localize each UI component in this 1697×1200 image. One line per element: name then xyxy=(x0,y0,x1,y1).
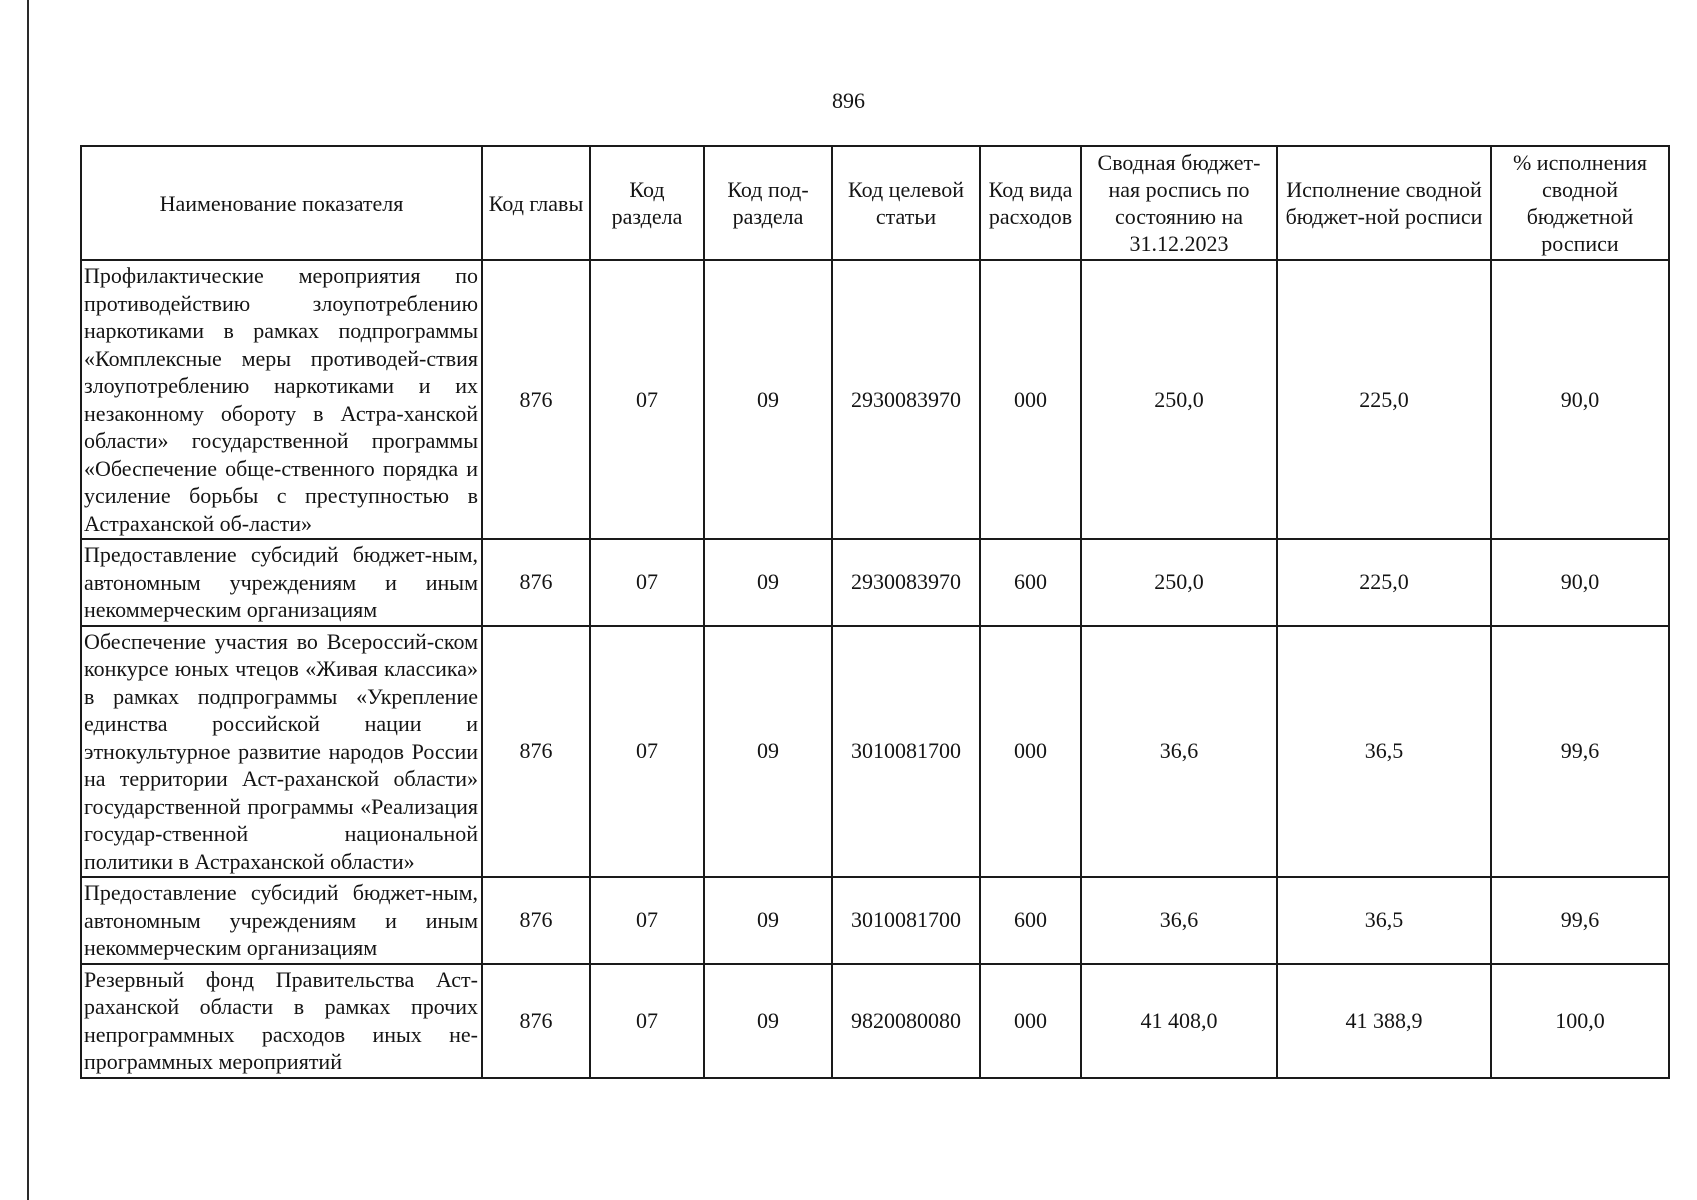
table-row xyxy=(81,877,1669,964)
cell-execution-percent: 100,0 xyxy=(1491,964,1669,1078)
cell-section-code: 07 xyxy=(590,877,704,964)
cell-section-code: 07 xyxy=(590,539,704,626)
cell-planned-budget: 250,0 xyxy=(1081,260,1277,539)
cell-executed-budget: 225,0 xyxy=(1277,539,1491,626)
header-expense-type-code: Код вида расходов xyxy=(980,146,1081,260)
cell-expense-type-code: 600 xyxy=(980,877,1081,964)
cell-expense-type-code: 000 xyxy=(980,964,1081,1078)
header-planned-budget: Сводная бюджет-ная роспись по состоянию на 31.12.2023 xyxy=(1081,146,1277,260)
cell-target-article-code: 3010081700 xyxy=(832,626,980,878)
cell-section-code: 07 xyxy=(590,964,704,1078)
cell-target-article-code: 3010081700 xyxy=(832,877,980,964)
cell-subsection-code: 09 xyxy=(704,539,832,626)
table-row xyxy=(81,964,1669,1078)
header-section-code: Код раздела xyxy=(590,146,704,260)
header-subsection-code: Код под-раздела xyxy=(704,146,832,260)
cell-subsection-code: 09 xyxy=(704,877,832,964)
binding-margin-line xyxy=(27,0,29,1200)
cell-chapter-code: 876 xyxy=(482,964,590,1078)
header-target-article-code: Код целевой статьи xyxy=(832,146,980,260)
header-indicator-name: Наименование показателя xyxy=(81,146,482,260)
budget-execution-table xyxy=(80,145,1670,1079)
cell-planned-budget: 41 408,0 xyxy=(1081,964,1277,1078)
cell-indicator-name: Обеспечение участия во Всероссий-ском конкурсе юных чтецов «Живая классика» в рамках подпрограммы «Укрепление единства российской нации и этнокультурное развитие народов России на территории Аст-раханской области» государственной программы «Реализация государ-ственной национальной политики в Астраханской области» xyxy=(81,626,482,878)
cell-executed-budget: 36,5 xyxy=(1277,626,1491,878)
cell-executed-budget: 36,5 xyxy=(1277,877,1491,964)
cell-execution-percent: 99,6 xyxy=(1491,626,1669,878)
table-row xyxy=(81,539,1669,626)
cell-planned-budget: 36,6 xyxy=(1081,877,1277,964)
header-chapter-code: Код главы xyxy=(482,146,590,260)
cell-subsection-code: 09 xyxy=(704,626,832,878)
cell-executed-budget: 41 388,9 xyxy=(1277,964,1491,1078)
cell-planned-budget: 250,0 xyxy=(1081,539,1277,626)
cell-execution-percent: 90,0 xyxy=(1491,260,1669,539)
cell-planned-budget: 36,6 xyxy=(1081,626,1277,878)
cell-executed-budget: 225,0 xyxy=(1277,260,1491,539)
table-row xyxy=(81,260,1669,539)
page-number: 896 xyxy=(832,88,865,113)
table-row xyxy=(81,626,1669,878)
cell-subsection-code: 09 xyxy=(704,964,832,1078)
cell-target-article-code: 9820080080 xyxy=(832,964,980,1078)
cell-chapter-code: 876 xyxy=(482,260,590,539)
header-execution-percent: % исполнения сводной бюджетной росписи xyxy=(1491,146,1669,260)
cell-execution-percent: 90,0 xyxy=(1491,539,1669,626)
table-header-row xyxy=(81,146,1669,260)
cell-expense-type-code: 000 xyxy=(980,260,1081,539)
cell-expense-type-code: 000 xyxy=(980,626,1081,878)
cell-indicator-name: Предоставление субсидий бюджет-ным, автономным учреждениям и иным некоммерческим организациям xyxy=(81,539,482,626)
cell-indicator-name: Профилактические мероприятия по противодействию злоупотреблению наркотиками в рамках подпрограммы «Комплексные меры противодей-ствия злоупотреблению наркотиками и их незаконному обороту в Астра-ханской области» государственной программы «Обеспечение обще-ственного порядка и усиление борьбы с преступностью в Астраханской об-ласти» xyxy=(81,260,482,539)
cell-execution-percent: 99,6 xyxy=(1491,877,1669,964)
cell-section-code: 07 xyxy=(590,626,704,878)
cell-chapter-code: 876 xyxy=(482,626,590,878)
cell-target-article-code: 2930083970 xyxy=(832,539,980,626)
cell-section-code: 07 xyxy=(590,260,704,539)
cell-indicator-name: Резервный фонд Правительства Аст-раханской области в рамках прочих непрограммных расходов иных не-программных мероприятий xyxy=(81,964,482,1078)
cell-expense-type-code: 600 xyxy=(980,539,1081,626)
header-executed-budget: Исполнение сводной бюджет-ной росписи xyxy=(1277,146,1491,260)
cell-indicator-name: Предоставление субсидий бюджет-ным, автономным учреждениям и иным некоммерческим организациям xyxy=(81,877,482,964)
cell-subsection-code: 09 xyxy=(704,260,832,539)
cell-chapter-code: 876 xyxy=(482,539,590,626)
cell-target-article-code: 2930083970 xyxy=(832,260,980,539)
cell-chapter-code: 876 xyxy=(482,877,590,964)
